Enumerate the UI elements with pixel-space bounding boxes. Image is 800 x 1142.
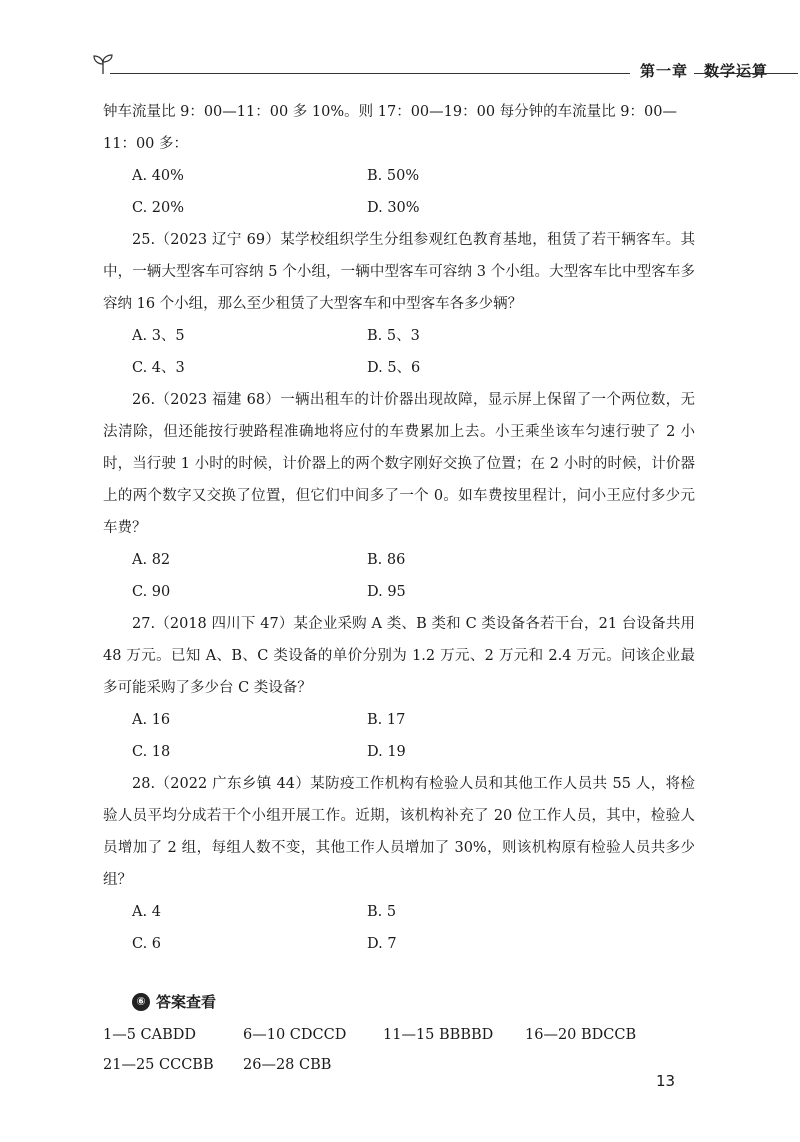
answers-heading — [103, 984, 695, 1020]
option-c: C. 90 — [132, 584, 171, 600]
page-content — [103, 96, 695, 1080]
option-c: C. 18 — [132, 744, 171, 760]
header-rule-right — [694, 73, 798, 74]
option-row — [103, 736, 695, 768]
option-c: C. 6 — [132, 936, 162, 952]
answer-row — [103, 1050, 695, 1080]
page-number: 13 — [656, 1072, 676, 1090]
question-28: 28.（2022 广东乡镇 44）某防疫工作机构有检验人员和其他工作人员共 55 人，将检验人员平均分成若干个小组开展工作。近期，该机构补充了 20 位工作人员，其中，检验人员增加了 2 组，每组人数不变，其他工作人员增加了 30%，则该机构原有检验人员共多少组？ — [103, 776, 695, 888]
option-a: A. 40% — [132, 168, 184, 184]
option-row — [103, 352, 695, 384]
option-b: B. 86 — [367, 552, 406, 568]
option-row — [103, 192, 695, 224]
answer-badge-icon: ⑥ — [132, 993, 150, 1011]
option-c: C. 4、3 — [132, 360, 185, 376]
option-b: B. 5、3 — [367, 328, 420, 344]
option-a: A. 82 — [132, 552, 171, 568]
option-row — [103, 896, 695, 928]
continuation-line-2: 11：00 多： — [103, 136, 189, 152]
option-b: B. 17 — [367, 712, 406, 728]
question-26: 26.（2023 福建 68）一辆出租车的计价器出现故障，显示屏上保留了一个两位数，无法清除，但还能按行驶路程准确地将应付的车费累加上去。小王乘坐该车匀速行驶了 2 小时，当行驶 1 小时的时候，计价器上的两个数字刚好交换了位置；在 2 小时的时候，计价器上的两个数字又交换了位置，但它们中间多了一个 0。如车费按里程计，问小王应付多少元车费？ — [103, 392, 695, 536]
option-d: D. 5、6 — [367, 360, 421, 376]
answer-range: 21—25 CCCBB — [103, 1057, 214, 1073]
option-row — [103, 320, 695, 352]
answer-range: 26—28 CBB — [243, 1057, 332, 1073]
option-d: D. 95 — [367, 584, 406, 600]
option-d: D. 7 — [367, 936, 397, 952]
question-25: 25.（2023 辽宁 69）某学校组织学生分组参观红色教育基地，租赁了若干辆客车。其中，一辆大型客车可容纳 5 个小组，一辆中型客车可容纳 3 个小组。大型客车比中型客车多容纳 16 个小组，那么至少租赁了大型客车和中型客车各多少辆？ — [103, 232, 695, 312]
chapter-title: 第一章 数学运算 — [640, 62, 769, 80]
option-row — [103, 160, 695, 192]
option-row — [103, 544, 695, 576]
running-header — [92, 52, 800, 88]
answer-row — [103, 1020, 695, 1050]
answer-range: 1—5 CABDD — [103, 1027, 197, 1043]
option-b: B. 50% — [367, 168, 420, 184]
option-c: C. 20% — [132, 200, 185, 216]
option-b: B. 5 — [367, 904, 397, 920]
option-row — [103, 704, 695, 736]
option-a: A. 3、5 — [132, 328, 185, 344]
option-row — [103, 928, 695, 960]
header-rule-left — [110, 73, 630, 74]
option-d: D. 30% — [367, 200, 420, 216]
answer-range: 16—20 BDCCB — [525, 1027, 637, 1043]
question-27: 27.（2018 四川下 47）某企业采购 A 类、B 类和 C 类设备各若干台，21 台设备共用 48 万元。已知 A、B、C 类设备的单价分别为 1.2 万元、2 万元和 2.4 万元。问该企业最多可能采购了多少台 C 类设备？ — [103, 616, 695, 696]
option-d: D. 19 — [367, 744, 406, 760]
answer-range: 6—10 CDCCD — [243, 1027, 347, 1043]
continuation-line-1: 钟车流量比 9：00—11：00 多 10%。则 17：00—19：00 每分钟的车流量比 9：00— — [103, 104, 677, 120]
answer-range: 11—15 BBBBD — [383, 1027, 494, 1043]
option-a: A. 4 — [132, 904, 161, 920]
option-a: A. 16 — [132, 712, 171, 728]
answers-title: 答案查看 — [156, 993, 217, 1011]
option-row — [103, 576, 695, 608]
